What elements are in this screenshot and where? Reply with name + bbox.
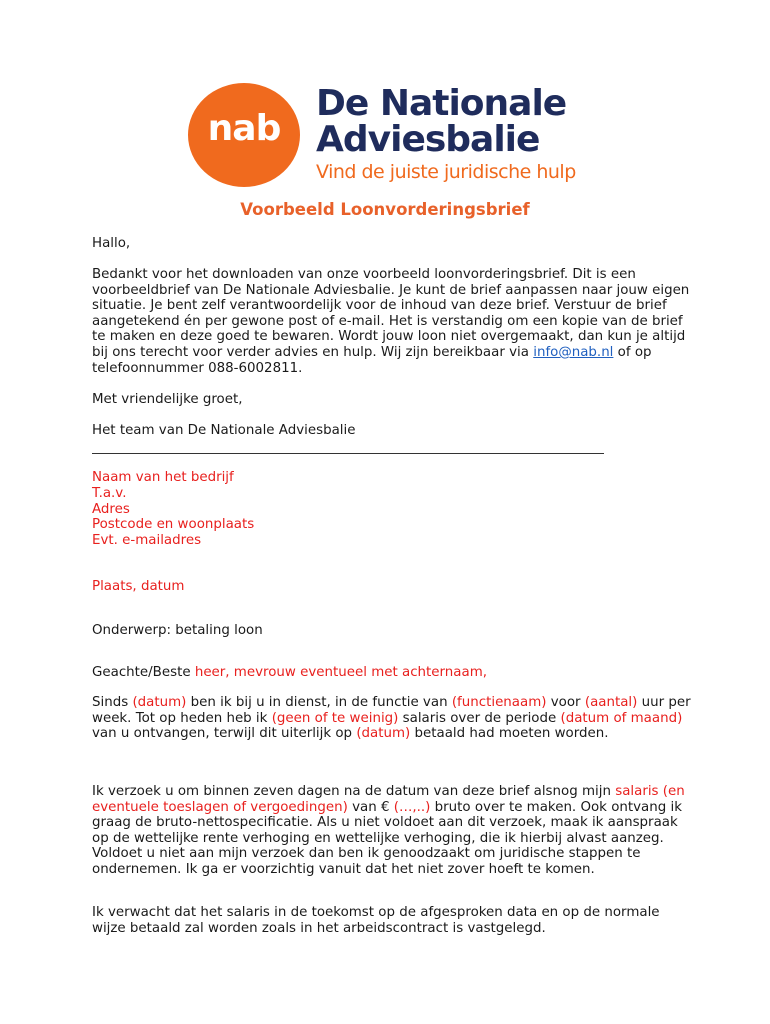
recipient-email: Evt. e-mailadres	[92, 533, 202, 548]
divider-line	[92, 453, 604, 454]
p1-field-start-date: (datum)	[132, 695, 187, 710]
p2-text-1: Ik verzoek u om binnen zeven dagen na de datum van deze brief alsnog mijn	[92, 784, 611, 799]
p1-text-6: van u ontvangen, terwijl dit uiterlijk op	[92, 726, 353, 742]
p1-field-hours: (aantal)	[584, 695, 638, 710]
p1-text-3: voor	[550, 695, 581, 710]
salutation-prefix: Geachte/Beste	[92, 665, 191, 680]
body-paragraph-3: Ik verwacht dat het salaris in de toekomst op de afgesproken data en op de normale wijze betaald zal worden zoals in het arbeidscontract is vastgelegd.	[92, 905, 660, 936]
subject-line: Onderwerp: betaling loon	[92, 623, 263, 638]
recipient-attention: T.a.v.	[92, 486, 127, 501]
intro-signature: Het team van De Nationale Adviesbalie	[92, 423, 356, 438]
salutation	[92, 665, 692, 681]
body-paragraph-1	[92, 695, 692, 742]
intro-paragraph	[92, 267, 692, 376]
p1-text-4: uur per week. Tot op heden heb ik	[92, 695, 691, 726]
logo-tagline: Vind de juiste juridische hulp	[316, 161, 576, 183]
p1-text-1: Sinds	[92, 695, 129, 710]
logo-name-line1: De Nationale	[316, 83, 567, 124]
email-link[interactable]: info@nab.nl	[533, 344, 614, 360]
recipient-postcode-city: Postcode en woonplaats	[92, 517, 255, 532]
document-title: Voorbeeld Loonvorderingsbrief	[240, 200, 530, 219]
intro-paragraph-text: Bedankt voor het downloaden van onze voorbeeld loonvorderingsbrief. Dit is een voorbeeldbrief van De Nationale Adviesbalie. Je kunt de brief aanpassen naar jouw eigen situatie. Je bent zelf verantwoordelijk voor de inhoud van deze brief. Verstuur de brief aangetekend én per gewone post of e-mail. Het is verstandig om een kopie van de brief te maken en deze goed te bewaren. Wordt jouw loon niet overgemaakt, dan kun je altijd bij ons terecht voor verder advies en hulp. Wij zijn bereikbaar via	[92, 267, 690, 360]
intro-greeting: Hallo,	[92, 236, 131, 251]
recipient-company: Naam van het bedrijf	[92, 470, 234, 485]
p1-field-period: (datum of maand)	[560, 710, 683, 726]
logo-mark: nab	[207, 108, 281, 149]
p1-field-amount-paid: (geen of te weinig)	[271, 710, 399, 726]
salutation-name: heer, mevrouw eventueel met achternaam,	[194, 665, 487, 680]
p1-field-function: (functienaam)	[451, 695, 547, 710]
p1-text-5: salaris over de periode	[402, 710, 557, 726]
p2-field-salary: salaris (en eventuele toeslagen of vergoedingen)	[92, 784, 685, 815]
p2-field-amount: (…,..)	[393, 799, 431, 815]
intro-closing: Met vriendelijke groet,	[92, 392, 243, 407]
recipient-address: Adres	[92, 502, 130, 517]
p1-text-7: betaald had moeten worden.	[414, 726, 609, 742]
logo-name-line2: Adviesbalie	[316, 119, 540, 160]
place-date: Plaats, datum	[92, 579, 185, 594]
nab-logo	[188, 83, 588, 193]
body-paragraph-2	[92, 784, 692, 878]
p2-text-2: van €	[352, 799, 390, 815]
p1-field-due-date: (datum)	[356, 726, 411, 742]
intro-paragraph-end: of op telefoonnummer 088-6002811.	[92, 344, 652, 376]
p1-text-2: ben ik bij u in dienst, in de functie van	[190, 695, 448, 710]
p2-text-3: bruto over te maken. Ook ontvang ik graag de bruto-nettospecificatie. Als u niet voldoet aan dit verzoek, maak ik aanspraak op de wettelijke rente verhoging en wettelijke verhoging, die ik hierbij alvast aanzeg. Voldoet u niet aan mijn verzoek dan ben ik genoodzaakt om juridische stappen te ondernemen. Ik ga er voorzichtig vanuit dat het niet zover hoeft te komen.	[92, 799, 682, 877]
